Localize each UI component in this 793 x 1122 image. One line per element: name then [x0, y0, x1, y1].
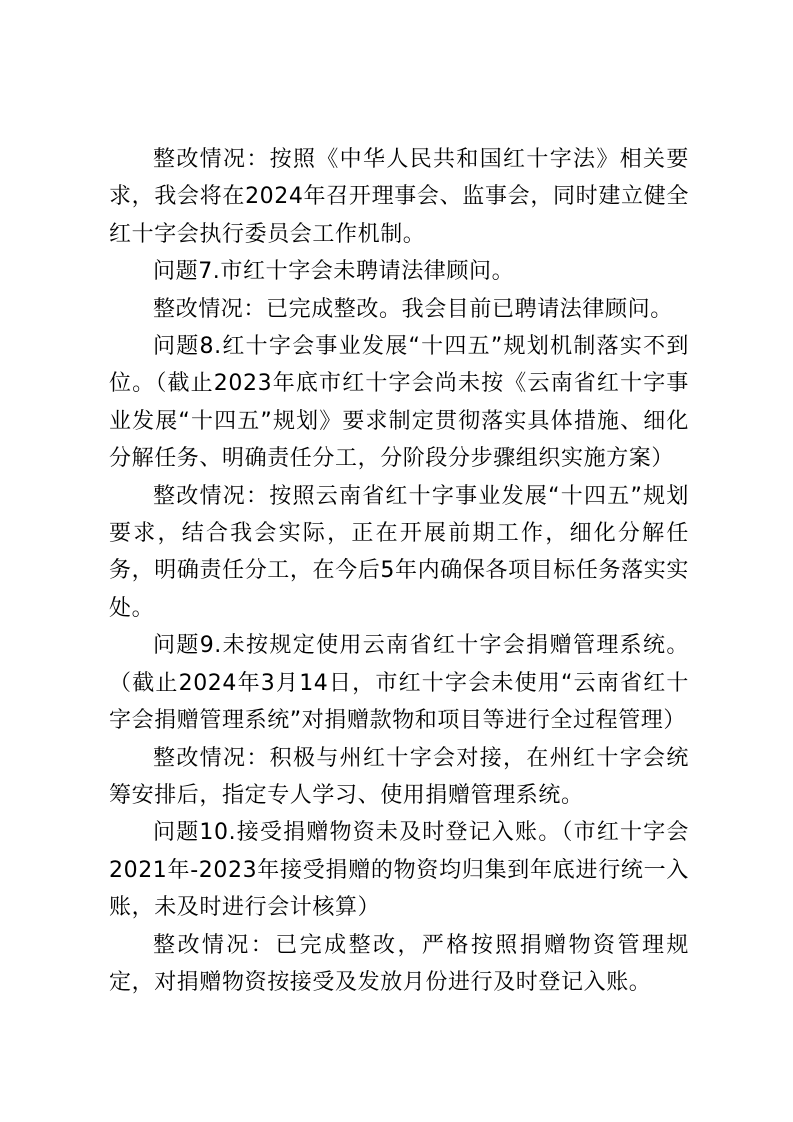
paragraph-issue-10: 问题10.接受捐赠物资未及时登记入账。（市红十字会2021年-2023年接受捐赠的物资均归集到年底进行统一入账，未及时进行会计核算） — [109, 820, 689, 921]
paragraph-issue-7: 问题7.市红十字会未聘请法律顾问。 — [153, 259, 515, 285]
paragraph-issue-9: 问题9.未按规定使用云南省红十字会捐赠管理系统。（截止2024年3月14日，市红十字会未使用“云南省红十字会捐赠管理系统”对捐赠款物和项目等进行全过程管理） — [109, 633, 689, 734]
paragraph-rectification-9: 整改情况：积极与州红十字会对接，在州红十字会统筹安排后，指定专人学习、使用捐赠管理系统。 — [109, 745, 689, 808]
document-body — [109, 141, 689, 1001]
paragraph-rectification-7: 整改情况：已完成整改。我会目前已聘请法律顾问。 — [153, 296, 673, 322]
paragraph-rectification-1: 整改情况：按照《中华人民共和国红十字法》相关要求，我会将在2024年召开理事会、监事会，同时建立健全红十字会执行委员会工作机制。 — [109, 147, 689, 247]
paragraph-rectification-8: 整改情况：按照云南省红十字事业发展“十四五”规划要求，结合我会实际，正在开展前期工作，细化分解任务，明确责任分工，在今后5年内确保各项目标任务落实实处。 — [109, 483, 689, 621]
paragraph-rectification-10: 整改情况：已完成整改，严格按照捐赠物资管理规定，对捐赠物资按接受及发放月份进行及时登记入账。 — [109, 932, 689, 995]
paragraph-issue-8: 问题8.红十字会事业发展“十四五”规划机制落实不到位。（截止2023年底市红十字会尚未按《云南省红十字事业发展“十四五”规划》要求制定贯彻落实具体措施、细化分解任务、明确责任分工，分阶段分步骤组织实施方案） — [109, 334, 689, 472]
